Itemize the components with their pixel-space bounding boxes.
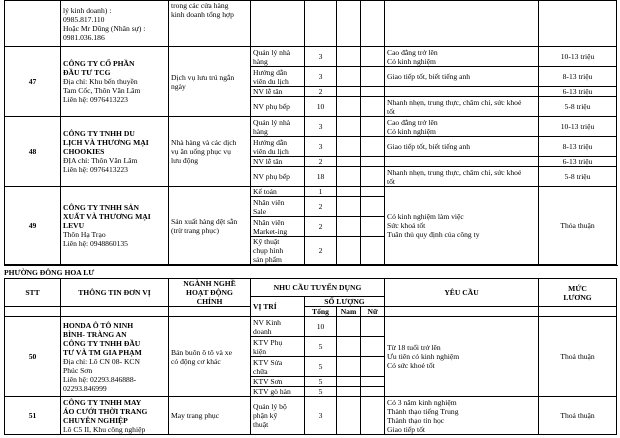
- header-total: Tổng: [305, 307, 337, 317]
- requirement-line: Tuân thủ quy định của công ty: [387, 230, 480, 239]
- table-row: [5, 317, 617, 337]
- position-line: KTV Sửa: [253, 357, 283, 367]
- male-cell: [337, 47, 361, 67]
- company-name: CHOOKIES: [63, 147, 105, 156]
- position-cell: [251, 67, 305, 87]
- male-cell: [337, 167, 361, 187]
- company-address: Tam Cốc, Thôn Văn Lâm: [63, 86, 141, 95]
- salary-cell: Thỏa thuận: [539, 187, 617, 265]
- requirement-line: Có sức khoẻ tốt: [387, 361, 435, 370]
- male-cell: [337, 377, 361, 387]
- total-cell: 2: [305, 197, 337, 217]
- company-info-cell: [61, 1, 169, 47]
- total-cell: 3: [305, 397, 337, 435]
- contact-line: lý kinh doanh) :: [63, 5, 112, 15]
- header-blank: [5, 307, 61, 317]
- salary-cell: 5-8 triệu: [539, 97, 617, 117]
- table-row: [5, 117, 617, 137]
- total-cell: 2: [305, 157, 337, 167]
- position-cell: [251, 137, 305, 157]
- header-blank: [169, 307, 251, 317]
- position-cell: [251, 217, 305, 237]
- total-cell: 3: [305, 117, 337, 137]
- salary-cell: 10-13 triệu: [539, 117, 617, 137]
- header-blank: [61, 307, 169, 317]
- female-cell: [361, 97, 385, 117]
- company-address: Thôn Hạ Trạo: [63, 230, 106, 239]
- female-cell: [361, 237, 385, 265]
- requirement-cell: [385, 117, 539, 137]
- female-cell: [361, 137, 385, 157]
- male-cell: [337, 67, 361, 87]
- company-info-cell: [61, 317, 169, 397]
- female-cell: [361, 167, 385, 187]
- company-name: ĐẦU TƯ TCG: [63, 68, 111, 77]
- female-cell: [361, 157, 385, 167]
- company-name: LEVU: [63, 221, 85, 230]
- total-cell: [305, 1, 337, 47]
- company-contact: Liên hệ: 0948860135: [63, 239, 128, 248]
- total-cell: 2: [305, 217, 337, 237]
- requirement-cell: [385, 157, 539, 167]
- company-info-cell: [61, 117, 169, 187]
- female-cell: [361, 377, 385, 387]
- position-line: viên du lịch: [253, 146, 289, 156]
- header-row: [5, 307, 617, 317]
- header-line: NGÀNH NGHỀ: [183, 279, 236, 288]
- position-line: NV Kinh: [253, 317, 281, 327]
- requirement-line: Có kinh nghiệm: [387, 126, 436, 136]
- total-cell: 18: [305, 167, 337, 187]
- female-cell: [361, 387, 385, 397]
- company-name: CÔNG TY TNHH SẢN: [63, 203, 140, 212]
- company-address: Lô C5 II, Khu công nghiệp: [63, 424, 146, 434]
- table-row: [5, 1, 617, 47]
- position-line: Quản lý bộ: [253, 402, 287, 411]
- salary-cell: 10-13 triệu: [539, 47, 617, 67]
- total-cell: 10: [305, 317, 337, 337]
- header-line: HOẠT ĐỘNG: [186, 288, 233, 297]
- total-cell: 3: [305, 67, 337, 87]
- female-cell: [361, 117, 385, 137]
- company-name: BÌNH- TRÀNG AN: [63, 329, 127, 339]
- position-cell: NV phụ bếp: [251, 97, 305, 117]
- position-cell: [251, 1, 305, 47]
- header-blank: [539, 307, 617, 317]
- company-contact: Liên hệ: 0976413223: [63, 165, 128, 174]
- industry-line: kinh doanh tổng hợp: [171, 10, 234, 19]
- salary-cell: 6-13 triệu: [539, 157, 617, 167]
- company-name: HONDA Ô TÔ NINH: [63, 320, 134, 330]
- male-cell: [337, 357, 361, 377]
- male-cell: [337, 137, 361, 157]
- contact-line: Hoặc Mr Dũng (Nhân sự) :: [63, 23, 146, 33]
- company-address: ĐỊA chỉ: Thôn Văn Lâm: [63, 156, 138, 165]
- company-contact: Liên hệ: 0976413223: [63, 95, 128, 104]
- requirement-line: Có kinh nghiệm: [387, 56, 436, 66]
- company-name: ÁO CƯỚI THỜI TRANG: [63, 406, 148, 416]
- total-cell: 5: [305, 337, 337, 357]
- requirement-line: Nhanh nhẹn, trung thực, chăm chỉ, sức khoẻ: [387, 167, 522, 177]
- header-position: VỊ TRÍ: [251, 297, 305, 317]
- industry-cell: [169, 1, 251, 47]
- requirement-cell: [385, 47, 539, 67]
- position-line: Hướng dẫn: [253, 137, 288, 147]
- male-cell: [337, 237, 361, 265]
- position-cell: NV lễ tân: [251, 157, 305, 167]
- male-cell: [337, 87, 361, 97]
- requirement-cell: [385, 187, 539, 265]
- female-cell: [361, 357, 385, 377]
- header-quantity: SỐ LƯỢNG: [305, 297, 385, 307]
- total-cell: 2: [305, 87, 337, 97]
- salary-cell: 5-8 triệu: [539, 167, 617, 187]
- industry-line: ngày: [171, 81, 186, 91]
- header-salary: [539, 279, 617, 307]
- stt-cell: 48: [5, 117, 61, 187]
- female-cell: [361, 317, 385, 337]
- position-line: viên du lịch: [253, 76, 289, 86]
- position-line: phận kỹ: [253, 411, 278, 420]
- position-cell: [251, 197, 305, 217]
- position-line: sản phẩm: [253, 255, 282, 264]
- requirement-line: tốt: [387, 106, 396, 116]
- male-cell: [337, 1, 361, 47]
- company-info-cell: [61, 47, 169, 117]
- industry-cell: [169, 317, 251, 397]
- total-cell: 2: [305, 237, 337, 265]
- company-name: CÔNG TY TNHH DU: [63, 129, 135, 138]
- industry-line: Nhà hàng và các dịch: [171, 138, 237, 147]
- industry-line: Sản xuất hàng dệt sẵn: [171, 216, 238, 226]
- position-line: Nhân viên: [253, 197, 285, 207]
- salary-cell: 8-13 triệu: [539, 137, 617, 157]
- male-cell: [337, 317, 361, 337]
- salary-cell: Thoả thuận: [539, 397, 617, 435]
- industry-line: lưu động: [171, 156, 199, 165]
- male-cell: [337, 97, 361, 117]
- industry-line: có động cơ khác: [171, 356, 221, 366]
- header-industry: [169, 279, 251, 307]
- company-info-cell: [61, 397, 169, 435]
- female-cell: [361, 187, 385, 197]
- total-cell: 10: [305, 97, 337, 117]
- industry-line: trong các cửa hàng: [171, 1, 229, 10]
- company-info-cell: [61, 187, 169, 265]
- total-cell: 5: [305, 387, 337, 397]
- position-line: chụp hình: [253, 246, 284, 255]
- salary-cell: 8-13 triệu: [539, 67, 617, 87]
- female-cell: [361, 197, 385, 217]
- header-stt: STT: [5, 279, 61, 307]
- salary-cell: 6-13 triệu: [539, 87, 617, 97]
- position-line: hàng: [253, 56, 268, 66]
- position-cell: KTV gò hàn: [251, 387, 305, 397]
- female-cell: [361, 47, 385, 67]
- header-info: THÔNG TIN ĐƠN VỊ: [61, 279, 169, 307]
- section-title: PHƯỜNG ĐÔNG HOA LƯ: [4, 265, 618, 278]
- position-line: KTV Phụ: [253, 337, 283, 347]
- table-row: [5, 187, 617, 197]
- requirement-cell: Giao tiếp tốt, biết tiếng anh: [385, 137, 539, 157]
- requirement-cell: Giao tiếp tốt, biết tiếng anh: [385, 67, 539, 87]
- requirement-line: Sức khoả tốt: [387, 221, 426, 230]
- company-contact: Liên hệ: 02293.846888-: [63, 374, 137, 384]
- industry-cell: [169, 187, 251, 265]
- header-male: Nam: [337, 307, 361, 317]
- position-line: kiện: [253, 346, 267, 356]
- position-line: Hướng dẫn: [253, 67, 288, 77]
- female-cell: [361, 1, 385, 47]
- company-name: XUẤT VÀ THƯƠNG MẠI: [63, 212, 151, 221]
- industry-cell: [169, 47, 251, 117]
- header-row: [5, 279, 617, 297]
- position-cell: NV phụ bếp: [251, 167, 305, 187]
- stt-cell: 51: [5, 397, 61, 435]
- industry-cell: May trang phục: [169, 397, 251, 435]
- company-address: Địa chỉ: Khu bến thuyền: [63, 77, 138, 86]
- header-demand: NHU CẦU TUYỂN DỤNG: [251, 279, 385, 297]
- position-cell: [251, 397, 305, 435]
- table-row: [5, 47, 617, 67]
- position-cell: [251, 117, 305, 137]
- position-line: Nhân viên: [253, 217, 285, 227]
- position-line: Sale: [253, 206, 267, 216]
- total-cell: 5: [305, 377, 337, 387]
- male-cell: [337, 387, 361, 397]
- total-cell: 3: [305, 137, 337, 157]
- requirement-line: Từ 18 tuổi trở lên: [387, 343, 441, 352]
- requirement-cell: [385, 87, 539, 97]
- requirement-cell: [385, 397, 539, 435]
- female-cell: [361, 337, 385, 357]
- header-line: MỨC: [568, 283, 587, 293]
- male-cell: [337, 337, 361, 357]
- requirement-line: Cao đẳng trở lên: [387, 117, 438, 127]
- female-cell: [361, 397, 385, 435]
- company-name: CÔNG TY TNHH ĐẦU: [63, 338, 141, 348]
- female-cell: [361, 217, 385, 237]
- salary-cell: [539, 1, 617, 47]
- requirement-line: Có kinh nghiệm làm việc: [387, 212, 464, 221]
- position-cell: NV lễ tân: [251, 87, 305, 97]
- female-cell: [361, 67, 385, 87]
- position-cell: [251, 47, 305, 67]
- company-address: Phúc Sơn: [63, 365, 93, 375]
- position-line: Quản lý nhà: [253, 117, 291, 127]
- company-name: CÔNG TY TNHH MAY: [63, 397, 142, 407]
- requirement-line: Giao tiếp tốt: [387, 424, 425, 434]
- male-cell: [337, 397, 361, 435]
- industry-line: Bán buôn ô tô và xe: [171, 347, 232, 357]
- position-line: hàng: [253, 126, 268, 136]
- requirement-line: Có 3 năm kinh nghiệm: [387, 397, 457, 407]
- male-cell: [337, 197, 361, 217]
- position-cell: [251, 237, 305, 265]
- requirement-line: Cao đẳng trở lên: [387, 47, 438, 57]
- position-cell: KTV Sơn: [251, 377, 305, 387]
- total-cell: 1: [305, 187, 337, 197]
- requirement-line: Thành thạo tin học: [387, 415, 445, 425]
- header-line: LƯƠNG: [563, 292, 592, 302]
- header-female: Nữ: [361, 307, 385, 317]
- female-cell: [361, 87, 385, 97]
- total-cell: 5: [305, 357, 337, 377]
- recruitment-table-top: [4, 0, 617, 265]
- total-cell: 3: [305, 47, 337, 67]
- contact-line: 0985.817.110: [63, 14, 105, 24]
- company-address: Địa chỉ: Lô CN 08- KCN: [63, 356, 140, 366]
- position-cell: Kế toán: [251, 187, 305, 197]
- company-contact: 02293.846999: [63, 383, 107, 393]
- requirement-cell: [385, 1, 539, 47]
- requirement-cell: [385, 97, 539, 117]
- header-blank: [385, 307, 539, 317]
- stt-cell: [5, 1, 61, 47]
- position-cell: [251, 357, 305, 377]
- header-requirements: YÊU CẦU: [385, 279, 539, 307]
- male-cell: [337, 157, 361, 167]
- stt-cell: 47: [5, 47, 61, 117]
- company-name: CÔNG TY CỔ PHẦN: [63, 59, 135, 68]
- industry-line: (trừ trang phục): [171, 225, 219, 235]
- requirement-line: Ưu tiên có kinh nghiệm: [387, 352, 460, 361]
- requirement-line: tốt: [387, 176, 396, 186]
- company-name: TƯ VÀ TM GIA PHẠM: [63, 347, 142, 357]
- male-cell: [337, 217, 361, 237]
- position-line: Quản lý nhà: [253, 47, 291, 57]
- requirement-cell: [385, 167, 539, 187]
- industry-line: Dịch vụ lưu trú ngắn: [171, 72, 235, 82]
- table-row: [5, 397, 617, 435]
- header-line: CHÍNH: [196, 297, 223, 306]
- male-cell: [337, 117, 361, 137]
- position-cell: [251, 317, 305, 337]
- position-line: thuật: [253, 420, 269, 429]
- position-line: Market-ing: [253, 226, 288, 236]
- requirement-line: Nhanh nhẹn, trung thực, chăm chỉ, sức khoẻ: [387, 97, 522, 107]
- industry-cell: [169, 117, 251, 187]
- male-cell: [337, 187, 361, 197]
- contact-line: 0981.036.186: [63, 32, 105, 42]
- recruitment-table-bottom: [4, 278, 617, 435]
- company-name: CHUYÊN NGHIỆP: [63, 415, 128, 425]
- company-name: LỊCH VÀ THƯƠNG MẠI: [63, 138, 149, 147]
- industry-line: vụ ăn uống phục vụ: [171, 147, 231, 156]
- requirement-cell: [385, 317, 539, 397]
- position-cell: [251, 337, 305, 357]
- salary-cell: Thoả thuận: [539, 317, 617, 397]
- position-line: doanh: [253, 326, 272, 336]
- stt-cell: 49: [5, 187, 61, 265]
- position-line: chữa: [253, 366, 268, 376]
- position-line: Kỹ thuật: [253, 237, 280, 246]
- stt-cell: 50: [5, 317, 61, 397]
- requirement-line: Thành thạo tiếng Trung: [387, 406, 459, 416]
